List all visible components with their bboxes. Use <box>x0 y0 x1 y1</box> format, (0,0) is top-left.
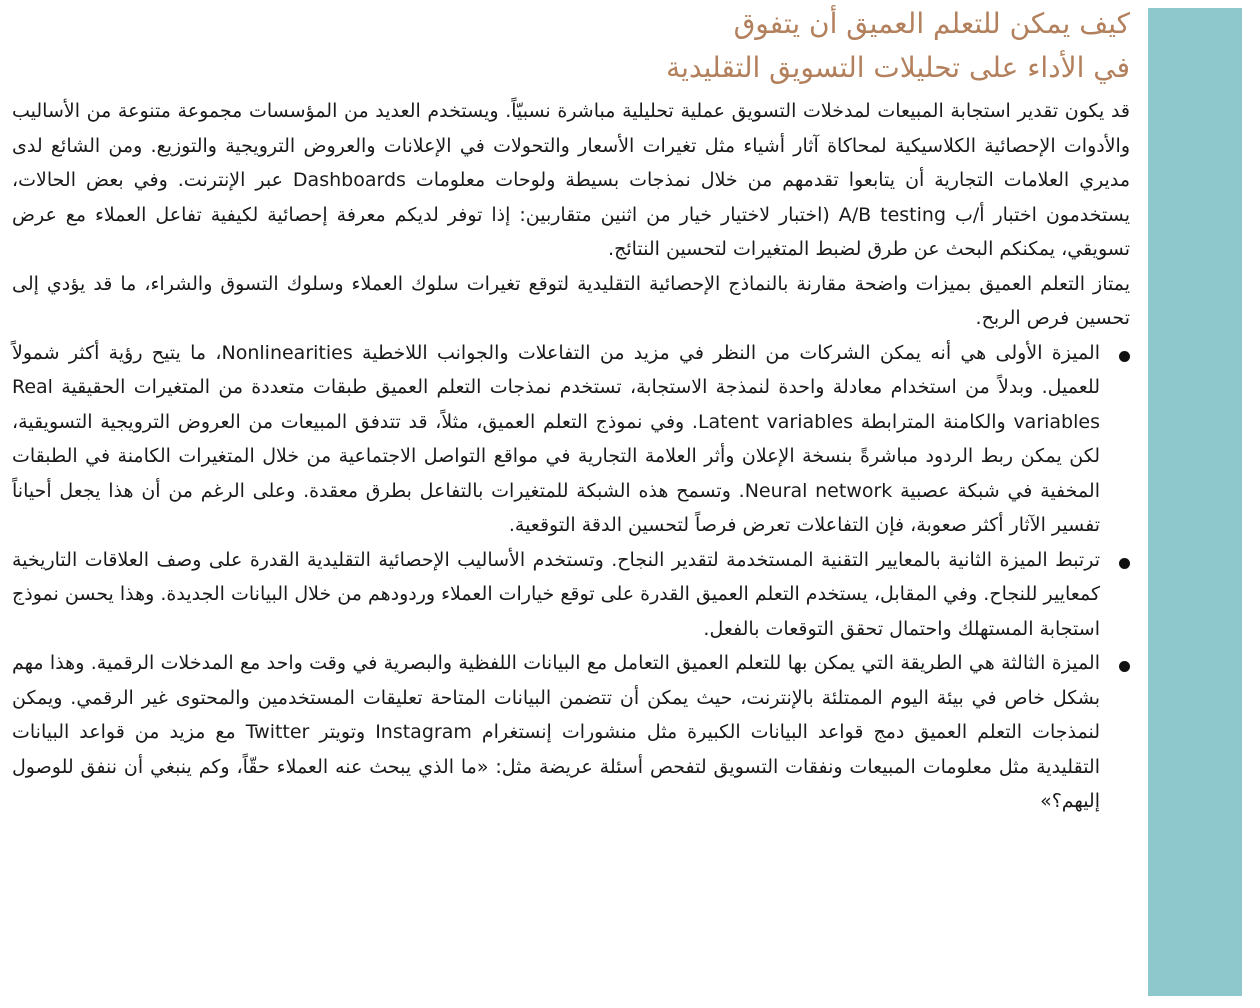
article <box>12 2 1130 819</box>
advantages-list <box>12 336 1130 819</box>
bullet-dot-icon <box>1119 558 1130 569</box>
bullet-dot-icon <box>1119 351 1130 362</box>
article-title <box>12 2 1130 90</box>
list-item <box>12 646 1130 819</box>
paragraph-advantages: يمتاز التعلم العميق بميزات واضحة مقارنة بالنماذج الإحصائية التقليدية لتوقع تغيرات سلوك العملاء وسلوك التسوق والشراء، ما قد يؤدي إلى تحسين فرص الربح. <box>12 272 1130 329</box>
list-item-text: الميزة الثالثة هي الطريقة التي يمكن بها للتعلم العميق التعامل مع البيانات اللفظية والبصرية في وقت واحد مع المدخلات الرقمية. وهذا مهم بشكل خاص في بيئة اليوم الممتلئة بالإنترنت، حيث يمكن أن تتضمن البيانات المتاحة تعليقات المستخدمين والمحتوى غير الرقمي. ويمكن لنمذجات التعلم العميق دمج قواعد البيانات الكبيرة مثل منشورات إنستغرام Instagram وتويتر Twitter مع مزيد من قواعد البيانات التقليدية مثل معلومات المبيعات ونفقات التسويق لتفحص أسئلة عريضة مثل: «ما الذي يبحث عنه العملاء حقّاً، وكم ينبغي أن ننفق للوصول إليهم؟» <box>12 652 1100 812</box>
title-line-1: كيف يمكن للتعلم العميق أن يتفوق <box>733 7 1130 40</box>
list-item <box>12 336 1130 543</box>
list-item <box>12 543 1130 647</box>
side-accent-bar <box>1148 8 1242 996</box>
list-item-text: ترتبط الميزة الثانية بالمعايير التقنية المستخدمة لتقدير النجاح. وتستخدم الأساليب الإحصائية التقليدية القدرة على وصف العلاقات التاريخية كمعايير للنجاح. وفي المقابل، يستخدم التعلم العميق القدرة على توقع خيارات العملاء وردودهم من خلال البيانات الجديدة. وهذا يحسن نموذج استجابة المستهلك واحتمال تحقق التوقعات بالفعل. <box>12 548 1100 640</box>
title-line-2: في الأداء على تحليلات التسويق التقليدية <box>666 51 1130 84</box>
bullet-dot-icon <box>1119 661 1130 672</box>
paragraph-intro: قد يكون تقدير استجابة المبيعات لمدخلات التسويق عملية تحليلية مباشرة نسبيّاً. ويستخدم العديد من المؤسسات مجموعة متنوعة من الأساليب والأدوات الإحصائية الكلاسيكية لمحاكاة آثار أشياء مثل تغيرات الأسعار والتحولات في الإعلانات والعروض الترويجية والتوزيع. ومن الشائع لدى مديري العلامات التجارية أن يتابعوا تقدمهم من خلال نمذجات بسيطة ولوحات معلومات Dashboards عبر الإنترنت. وفي بعض الحالات، يستخدمون اختبار أ/ب A/B testing (اختبار لاختيار خيار من اثنين متقاربين: إذا توفر لديكم معرفة إحصائية لكيفية تفاعل العملاء مع عرض تسويقي، يمكنكم البحث عن طرق لضبط المتغيرات لتحسين النتائج. <box>12 100 1131 260</box>
list-item-text: الميزة الأولى هي أنه يمكن الشركات من النظر في مزيد من التفاعلات والجوانب اللاخطية Nonlinearities، ما يتيح رؤية أكثر شمولاً للعميل. وبدلاً من استخدام معادلة واحدة لنمذجة الاستجابة، تستخدم نمذجات التعلم العميق طبقات متعددة من المتغيرات الحقيقية Real variables والكامنة المترابطة Latent variables. وفي نموذج التعلم العميق، مثلاً، قد تتدفق المبيعات من العروض الترويجية التسويقية، لكن يمكن ربط الردود مباشرةً بنسخة الإعلان وأثر العلامة التجارية في مواقع التواصل الاجتماعية من خلال المتغيرات الكامنة في الطبقات المخفية في شبكة عصبية Neural network. وتسمح هذه الشبكة للمتغيرات بالتفاعل بطرق معقدة. وعلى الرغم من أن هذا يجعل أحياناً تفسير الآثار أكثر صعوبة، فإن التفاعلات تعرض فرصاً لتحسين الدقة التوقعية. <box>12 341 1100 536</box>
